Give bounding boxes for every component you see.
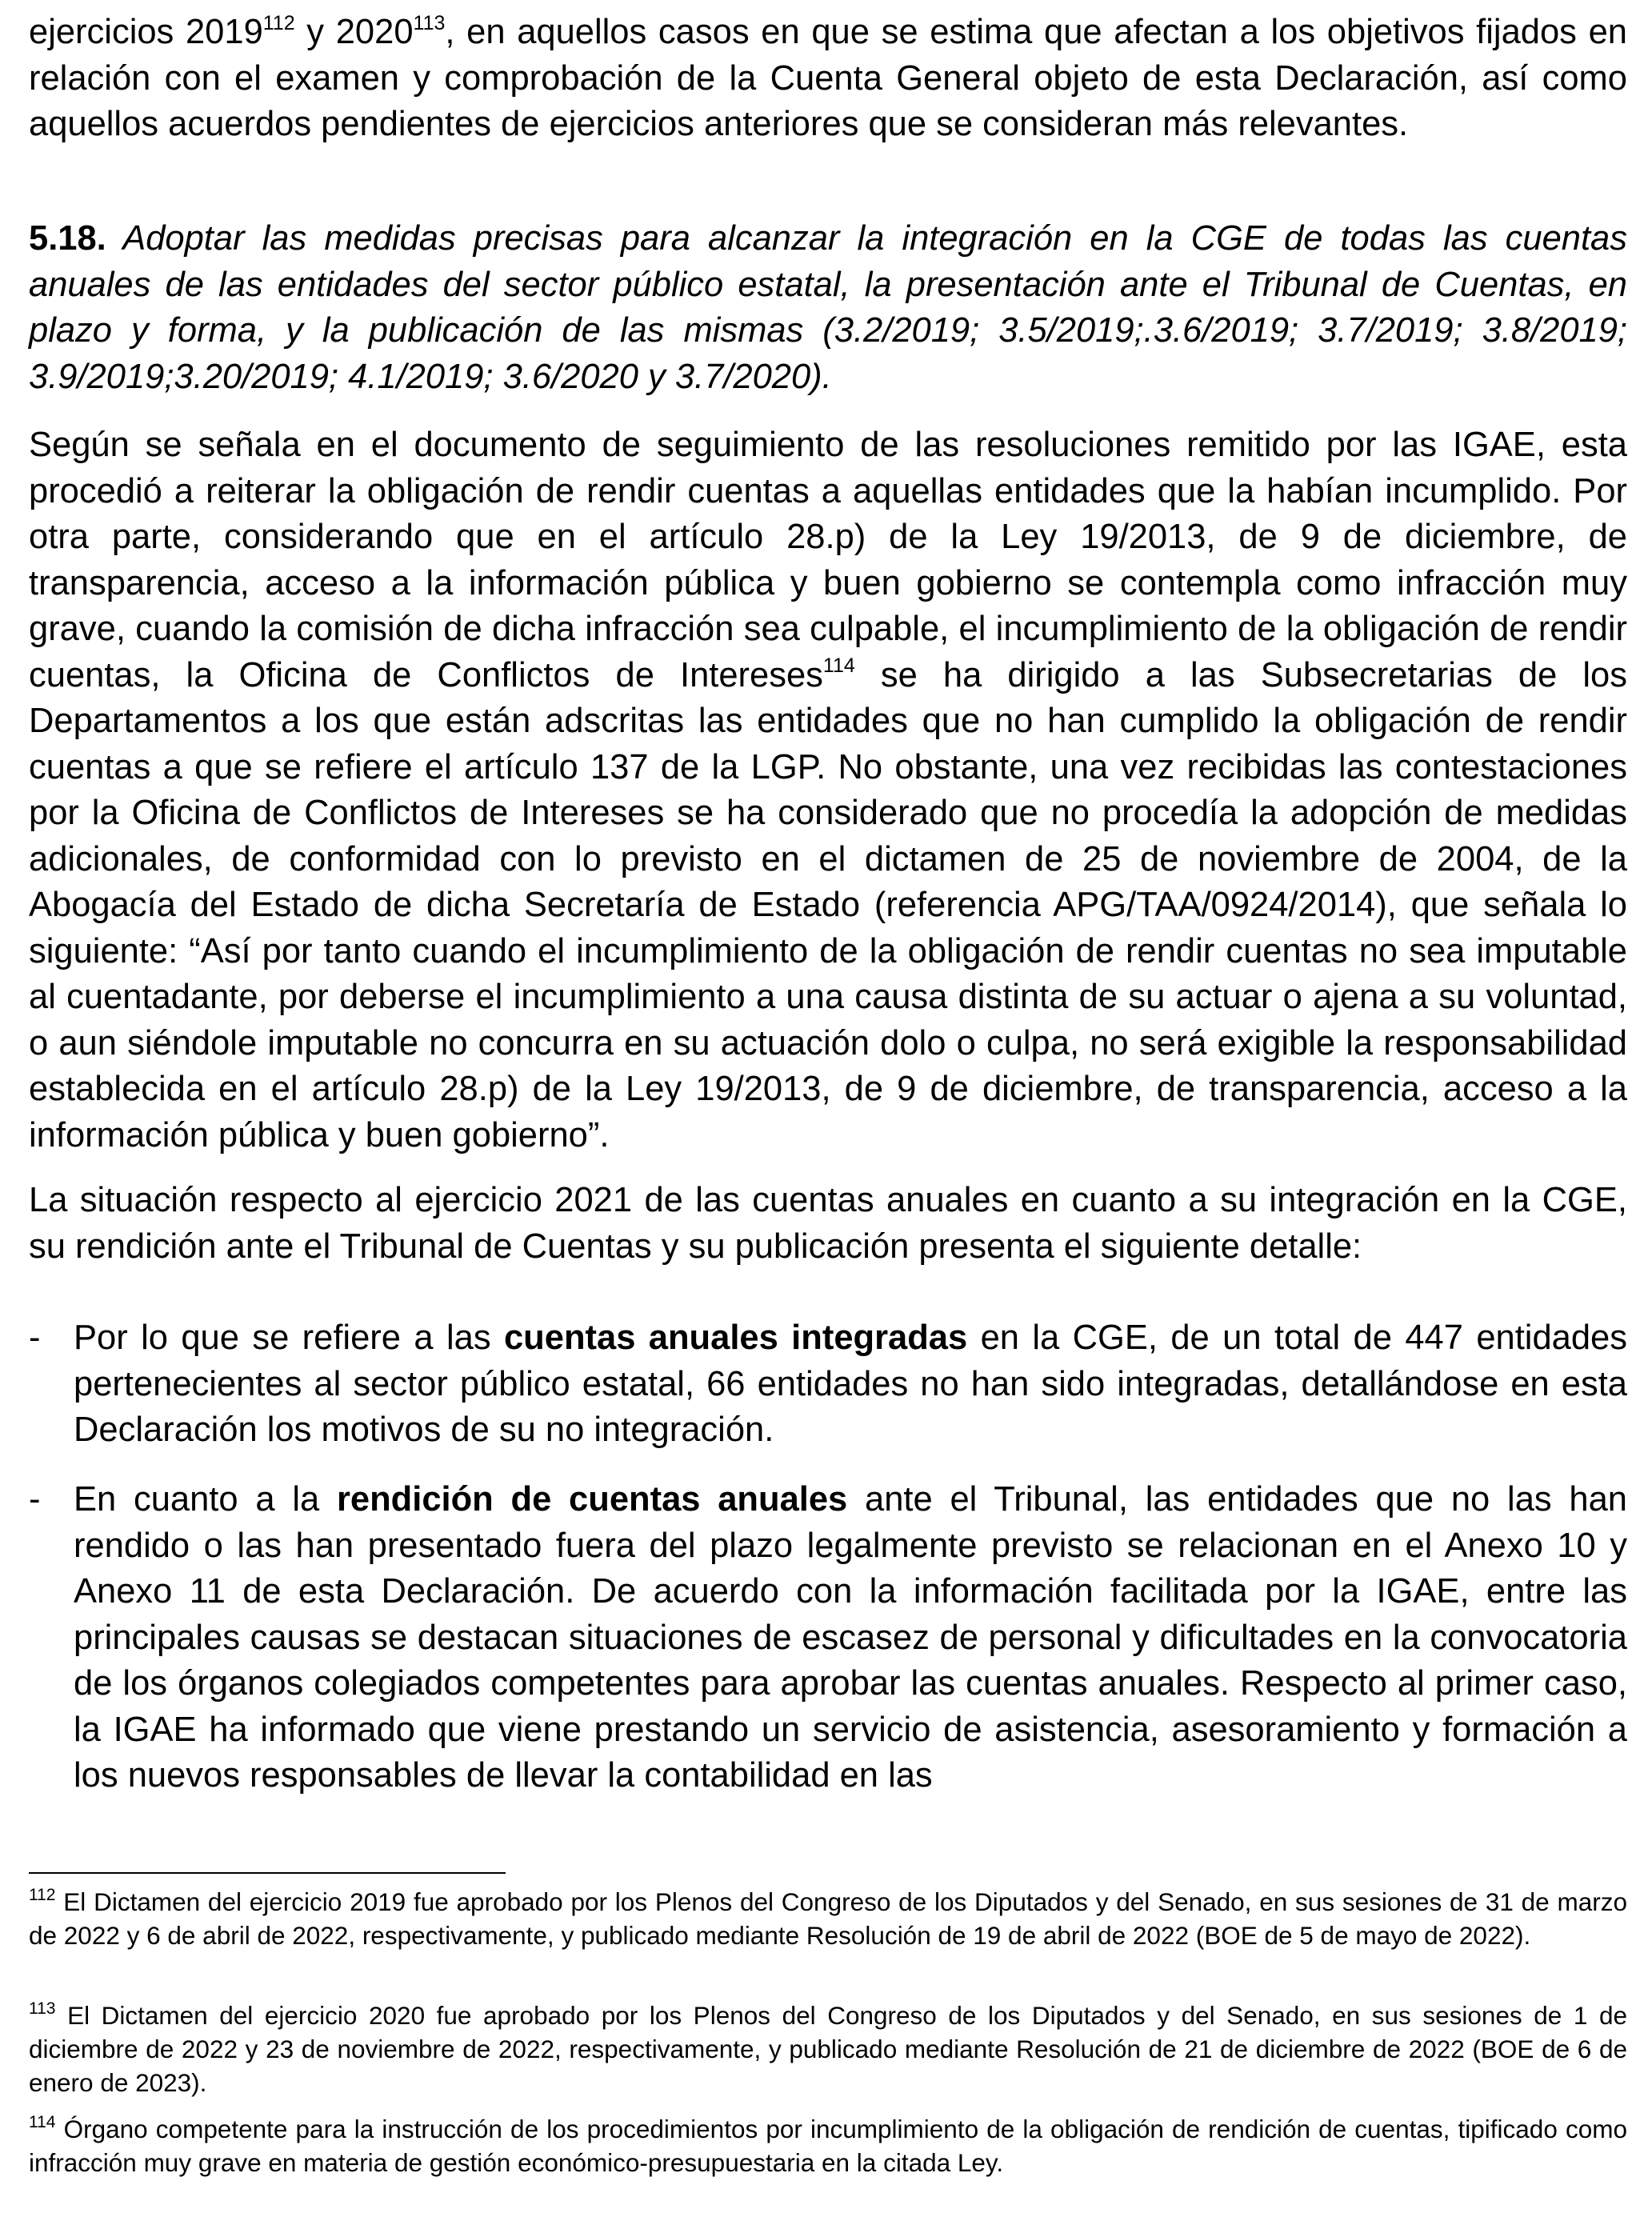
- footnote-text: El Dictamen del ejercicio 2019 fue aprobado por los Plenos del Congreso de los Diputados y del Senado, en sus sesiones de 31 de marzo de 2022 y 6 de abril de 2022, respectivamente, y publicado mediante Resolución de 19 de abril de 2022 (BOE de 5 de mayo de 2022).: [29, 1887, 1627, 1950]
- list-item: [29, 1315, 1627, 1454]
- footnote-ref-113[interactable]: 113: [413, 11, 446, 34]
- intro-text-part-3: , en aquellos casos en que se estima que afectan a los objetivos fijados en relación con el examen y comprobación de la Cuenta General objeto de esta Declaración, así como aquellos acuerdos pendientes de ejercicios anteriores que se consideran más relevantes.: [29, 13, 1627, 143]
- footnote-number: 112: [29, 1885, 56, 1904]
- footnote-112: [29, 1885, 1627, 1952]
- recommendation-text: Adoptar las medidas precisas para alcanzar la integración en la CGE de todas las cuentas anuales de las entidades del sector público estatal, la presentación ante el Tribunal de Cuentas, en plazo y forma, y la publicación de las mismas (3.2/2019; 3.5/2019;.3.6/2019; 3.7/2019; 3.8/2019; 3.9/2019;3.20/2019; 4.1/2019; 3.6/2020 y 3.7/2020).: [29, 219, 1627, 396]
- footnote-number: 113: [29, 1999, 56, 2018]
- footnote-113: [29, 1999, 1627, 2099]
- bullet-dash: -: [29, 1319, 41, 1357]
- intro-paragraph: [29, 10, 1627, 148]
- intro-text-part-1: ejercicios 2019: [29, 13, 263, 51]
- follow-up-text-part-1: Según se señala en el documento de seguimiento de las resoluciones remitido por las IGAE, esta procedió a reiterar la obligación de rendir cuentas a aquellas entidades que la habían incumplido. Por otra parte, considerando que en el artículo 28.p) de la Ley 19/2013, de 9 de diciembre, de transparencia, acceso a la información pública y buen gobierno se contempla como infracción muy grave, cuando la comisión de dicha infracción sea culpable, el incumplimiento de la obligación de rendir cuentas, la Oficina de Conflictos de Intereses: [29, 426, 1627, 694]
- footnote-separator: [29, 1872, 506, 1874]
- list-item-text-post: en la CGE, de un total de 447 entidades pertenecientes al sector público estatal, 66 entidades no han sido integradas, detallándose en esta Declaración los motivos de su no integración.: [74, 1319, 1627, 1449]
- follow-up-text-part-2: se ha dirigido a las Subsecretarias de los Departamentos a los que están adscritas las entidades que no han cumplido la obligación de rendir cuentas a que se refiere el artículo 137 de la LGP. No obstante, una vez recibidas las contestaciones por la Oficina de Conflictos de Intereses se ha considerado que no procedía la adopción de medidas adicionales, de conformidad con lo previsto en el dictamen de 25 de noviembre de 2004, de la Abogacía del Estado de dicha Secretaría de Estado (referencia APG/TAA/0924/2014), que señala lo siguiente: “Así por tanto cuando el incumplimiento de la obligación de rendir cuentas no sea imputable al cuentadante, por deberse el incumplimiento a una causa distinta de su actuar o ajena a su voluntad, o aun siéndole imputable no concurra en su actuación dolo o culpa, no será exigible la responsabilidad establecida en el artículo 28.p) de la Ley 19/2013, de 9 de diciembre, de transparencia, acceso a la información pública y buen gobierno”.: [29, 655, 1628, 1155]
- footnote-ref-112[interactable]: 112: [262, 11, 295, 34]
- list-item-text: [74, 1477, 1627, 1799]
- footnote-text: El Dictamen del ejercicio 2020 fue aprobado por los Plenos del Congreso de los Diputados y del Senado, en sus sesiones de 1 de diciembre de 2022 y 23 de noviembre de 2022, respectivamente, y publicado mediante Resolución de 21 de diciembre de 2022 (BOE de 6 de enero de 2023).: [29, 2001, 1627, 2097]
- footnote-ref-114[interactable]: 114: [822, 654, 855, 677]
- situation-paragraph: La situación respecto al ejercicio 2021 de las cuentas anuales en cuanto a su integración en la CGE, su rendición ante el Tribunal de Cuentas y su publicación presenta el siguiente detalle:: [29, 1181, 1627, 1266]
- list-item-text-post: ante el Tribunal, las entidades que no las han rendido o las han presentado fuera del plazo legalmente previsto se relacionan en el Anexo 10 y Anexo 11 de esta Declaración. De acuerdo con la información facilitada por la IGAE, entre las principales causas se destacan situaciones de escasez de personal y dificultades en la convocatoria de los órganos colegiados competentes para aprobar las cuentas anuales. Respecto al primer caso, la IGAE ha informado que viene prestando un servicio de asistencia, asesoramiento y formación a los nuevos responsables de llevar la contabilidad en las: [74, 1480, 1627, 1795]
- list-item-text-pre: En cuanto a la: [74, 1480, 337, 1519]
- recommendation-number: 5.18.: [29, 219, 106, 258]
- list-item-text-bold: cuentas anuales integradas: [503, 1319, 968, 1357]
- list-item-text-pre: Por lo que se refiere a las: [74, 1319, 504, 1357]
- recommendation-paragraph: [29, 216, 1627, 400]
- footnote-number: 114: [29, 2112, 56, 2131]
- list-item-text: [74, 1315, 1627, 1454]
- list-item-text-bold: rendición de cuentas anuales: [336, 1480, 848, 1519]
- intro-text-part-2: y 2020: [294, 13, 414, 51]
- list-item: [29, 1477, 1627, 1799]
- footnote-text: Órgano competente para la instrucción de los procedimientos por incumplimiento de la obligación de rendición de cuentas, tipificado como infracción muy grave en materia de gestión económico-presupuestaria en la citada Ley.: [29, 2115, 1627, 2177]
- footnote-114: [29, 2112, 1627, 2179]
- follow-up-paragraph: [29, 422, 1627, 1159]
- bullet-dash: -: [29, 1480, 41, 1519]
